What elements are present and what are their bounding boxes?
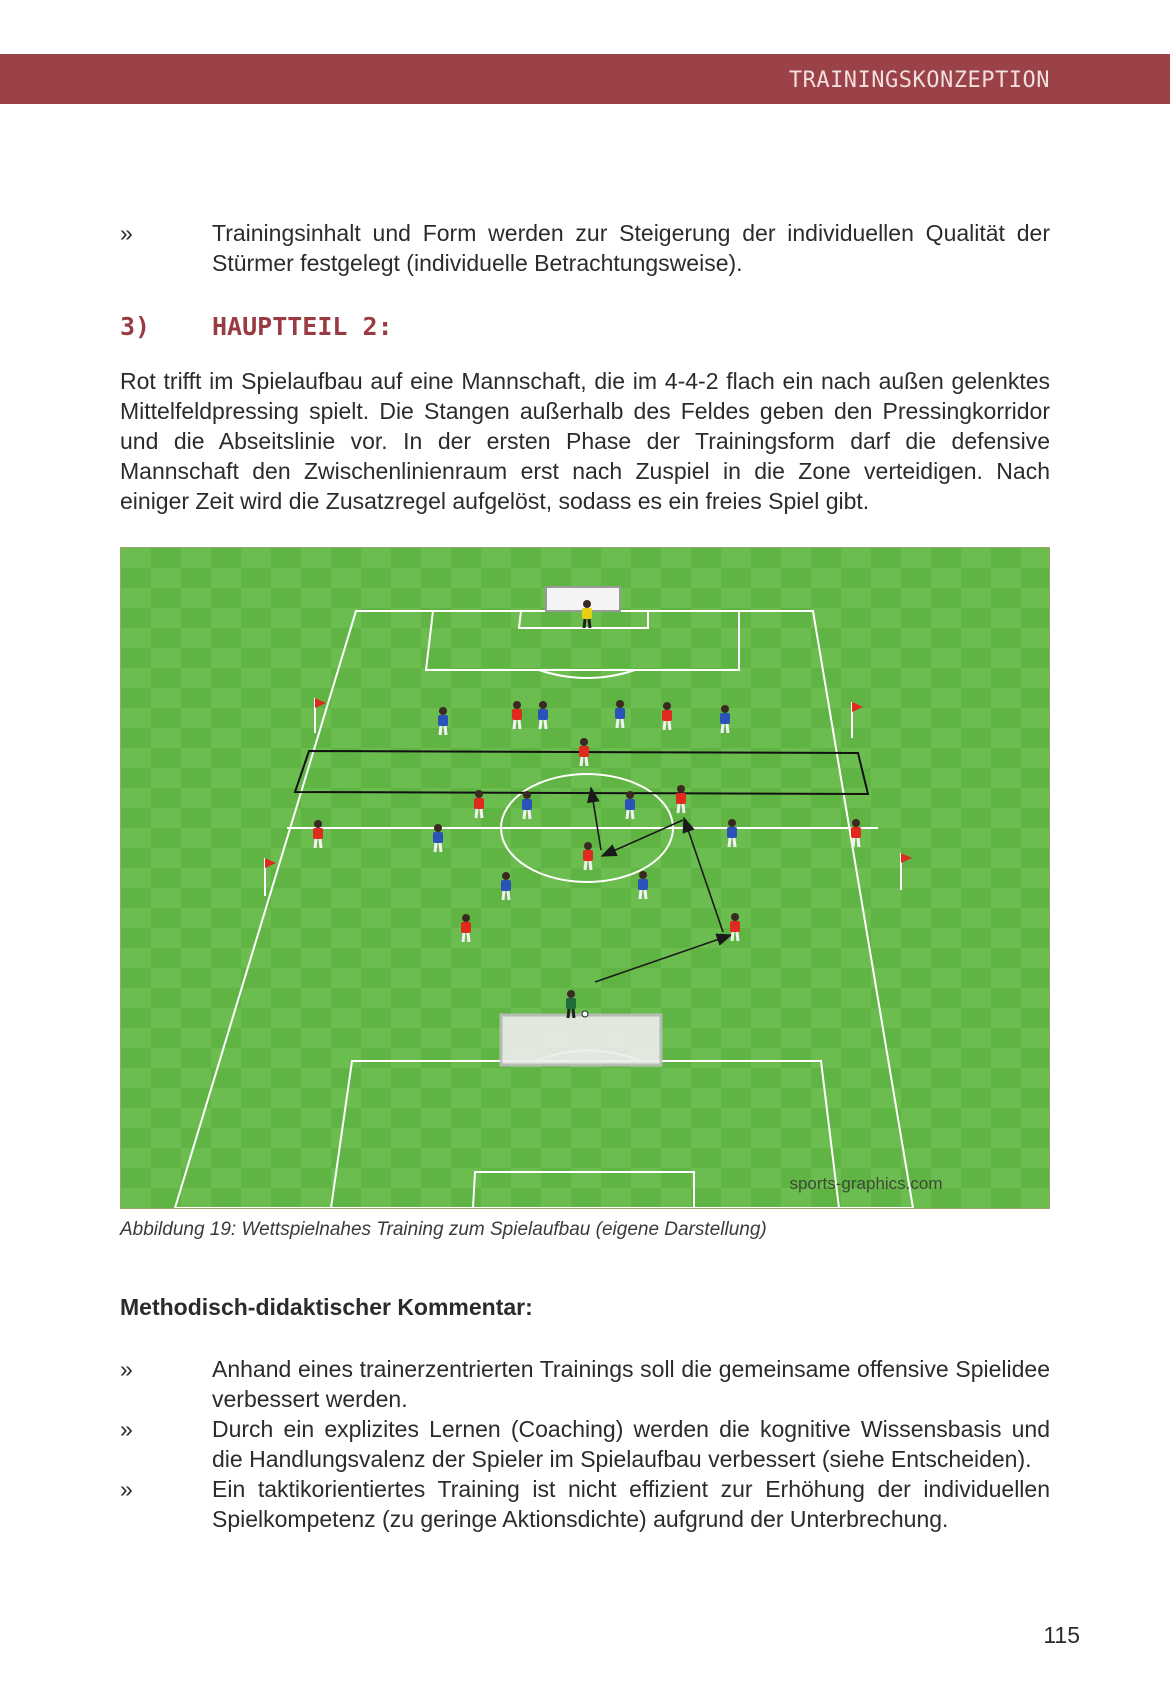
intro-bullet <box>120 218 1050 278</box>
comment-bullet <box>120 1414 1050 1474</box>
training-diagram <box>120 547 1050 1209</box>
section-title: HAUPTTEIL 2: <box>212 312 393 341</box>
bullet-marker: » <box>120 1476 133 1502</box>
comment-bullet <box>120 1354 1050 1414</box>
body-paragraph: Rot trifft im Spielaufbau auf eine Mannschaft, die im 4-4-2 flach ein nach außen gelenktes Mittelfeldpressing spielt. Die Stangen außerhalb des Feldes geben den Pressingkorridor und die Abseitslinie vor. In der ersten Phase der Trainingsform darf die defensive Mannschaft den Zwischenlinienraum erst nach Zuspiel in die Zone verteidigen. Nach einiger Zeit wird die Zusatzregel aufgelöst, sodass es ein freies Spiel gibt. <box>120 368 1050 514</box>
top-goal <box>546 587 620 611</box>
bullet-text: Trainingsinhalt und Form werden zur Steigerung der individuellen Qualität der Stürmer festgelegt (individuelle Betrachtungsweise). <box>212 220 1050 276</box>
header-bar <box>0 54 1170 104</box>
figure-caption: Abbildung 19: Wettspielnahes Training zum Spielaufbau (eigene Darstellung) <box>120 1219 767 1240</box>
bottom-goal <box>501 1015 661 1065</box>
section-heading <box>120 312 393 341</box>
bullet-text: Ein taktikorientiertes Training ist nicht effizient zur Erhöhung der individuellen Spielkompetenz (zu geringe Aktionsdichte) aufgrund der Unterbrechung. <box>212 1476 1050 1532</box>
watermark-text: sports-graphics.com <box>789 1174 943 1193</box>
bullet-marker: » <box>120 1356 133 1382</box>
pitch-illustration <box>121 548 1049 1208</box>
bullet-marker: » <box>120 220 133 246</box>
page-number: 115 <box>1043 1622 1080 1648</box>
ball <box>582 1011 588 1017</box>
grass-background <box>121 548 1049 1208</box>
comment-bullet <box>120 1474 1050 1534</box>
running-header-title: TRAININGSKONZEPTION <box>788 68 1050 93</box>
bullet-text: Durch ein explizites Lernen (Coaching) werden die kognitive Wissensbasis und die Handlungsvalenz der Spieler im Spielaufbau verbessert (siehe Entscheiden). <box>212 1416 1050 1472</box>
bullet-text: Anhand eines trainerzentrierten Trainings soll die gemeinsame offensive Spielidee verbessert werden. <box>212 1356 1050 1412</box>
bullet-marker: » <box>120 1416 133 1442</box>
section-number: 3) <box>120 312 151 341</box>
comment-heading: Methodisch-didaktischer Kommentar: <box>120 1294 533 1320</box>
